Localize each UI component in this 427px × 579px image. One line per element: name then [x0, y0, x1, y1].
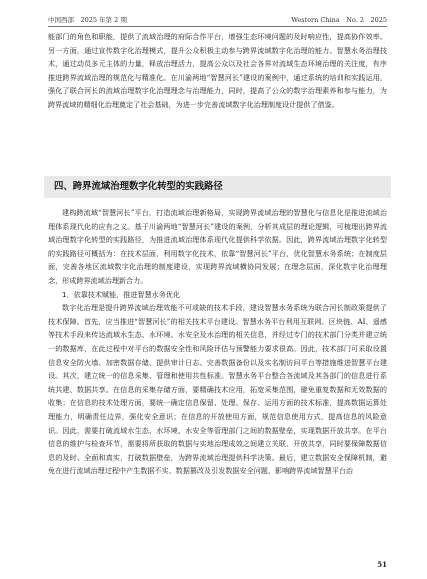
paragraph: 建构跨流域“智慧河长”平台，打造流域治理新格局，实现跨界流域治理的智慧化与信息化是推进流域治理体系现代化的应有之义。基于川渝两地“智慧河长”建设的案例，分析其成层的理论逻辑，可梳理出跨界流域治理数字化转型的实践路径，为推进流域治理体系现代化提供科学依据。因此，跨界流域治理数字化转型的实践路径可概括为：在技术层面，利用数字化技术，依靠“智慧河长”平台，优化智慧水务系统；在制度层面，完善各地区流域数字化治理的制度建设，实现跨界流域横协同发展；在理念层面，深化数字化治理理念，形成跨界流域治理新合力。: [48, 208, 387, 285]
paragraph: 能部门的角色和职能，提供了流域治理的府际合作平台，增强生态环境问题的及时响应性，提高协作效率。另一方面，通过宣传数字化治理模式，提升公众积极主动参与跨界流域数字化治理的能力。智慧水务治理技术，通过动员多元主体的力量，释放治理活力，提高公众以及社会各界对流域生态环境治理的关注度，有序推进跨界流域治理的规范化与精准化。在川渝两地“智慧河长”建设的案例中，通过系统的培训和实践运用，强化了联合河长的流域治理数字化治理理念与治理能力，同时，提高了公众的数字治理素养和参与能力，为跨界流域的精细化治理奠定了社会基础，为进一步完善流域数字化治理制度设计提供了借鉴。: [48, 32, 387, 109]
subsection-heading: 1．依靠技术赋能，推进智慧水务优化: [62, 289, 181, 299]
header-divider: [48, 26, 387, 27]
running-header: [48, 12, 387, 26]
page-number: 51: [377, 560, 387, 569]
journal-issue-cn: 中国西部 2025 年第 2 期: [48, 16, 127, 24]
top-text-block: [48, 30, 387, 112]
section-heading: 四、跨界流域治理数字化转型的实践路径: [54, 181, 223, 192]
section-text-block: [48, 206, 387, 478]
journal-issue-en: Western China No. 2 2025: [291, 16, 387, 24]
paragraph: 数字化治理是提升跨界流域治理效能不可或缺的技术手段，建设智慧水务系统为联合河长制政策提供了技术保障。首先，应当推进“智慧河长”的相关技术平台建设。智慧水务平台利用互联网、区块链、AI、遥感等技术手段来传达流域水生态、水环境、水安全及水治理的相关信息，并经过专门的技术部门分类并建立统一的数据库，在此过程中对平台的数据安全性和风险评估与预警能力要求很高。因此，技术部门可采取设置信息安全防火墙、加密数据存储、提供审计日志、完善数据备份以及实名制访问平台等措施维进智慧平台建设。其次，建立统一的信息采集、管理和使用共性标准。智慧水务平台整合各流域及其各部门的信息进行系统共建、数据共享。在信息的采集存储方面，要精确技术应用，拓宽采集范围，避免重复数据和无效数据的收集；在信息的技术处理方面，要统一确定信息保留、处理、保存、运用方面的技术标准，提高数据运算处理能力，明确责任边界，强化安全意识；在信息的开放使用方面，规范信息使用方式，提高信息的风险意识。因此，需要打破流域水生态、水环境、水安全等管理部门之间的数据壁垒，实现数据开放共享。在平台信息的维护与检查环节，需要将所获取的数据与实地治理成效之间建立关联、开放共享，同时要保障数据信息的及时、全面和真实，打破数据壁垒，为跨界流域治理提供科学决策。最后，建立数据安全保障机制，避免在进行流域治理过程中产生数据不实、数据篡改及引发数据安全问题，影响跨界流域智慧平台治: [48, 303, 387, 476]
